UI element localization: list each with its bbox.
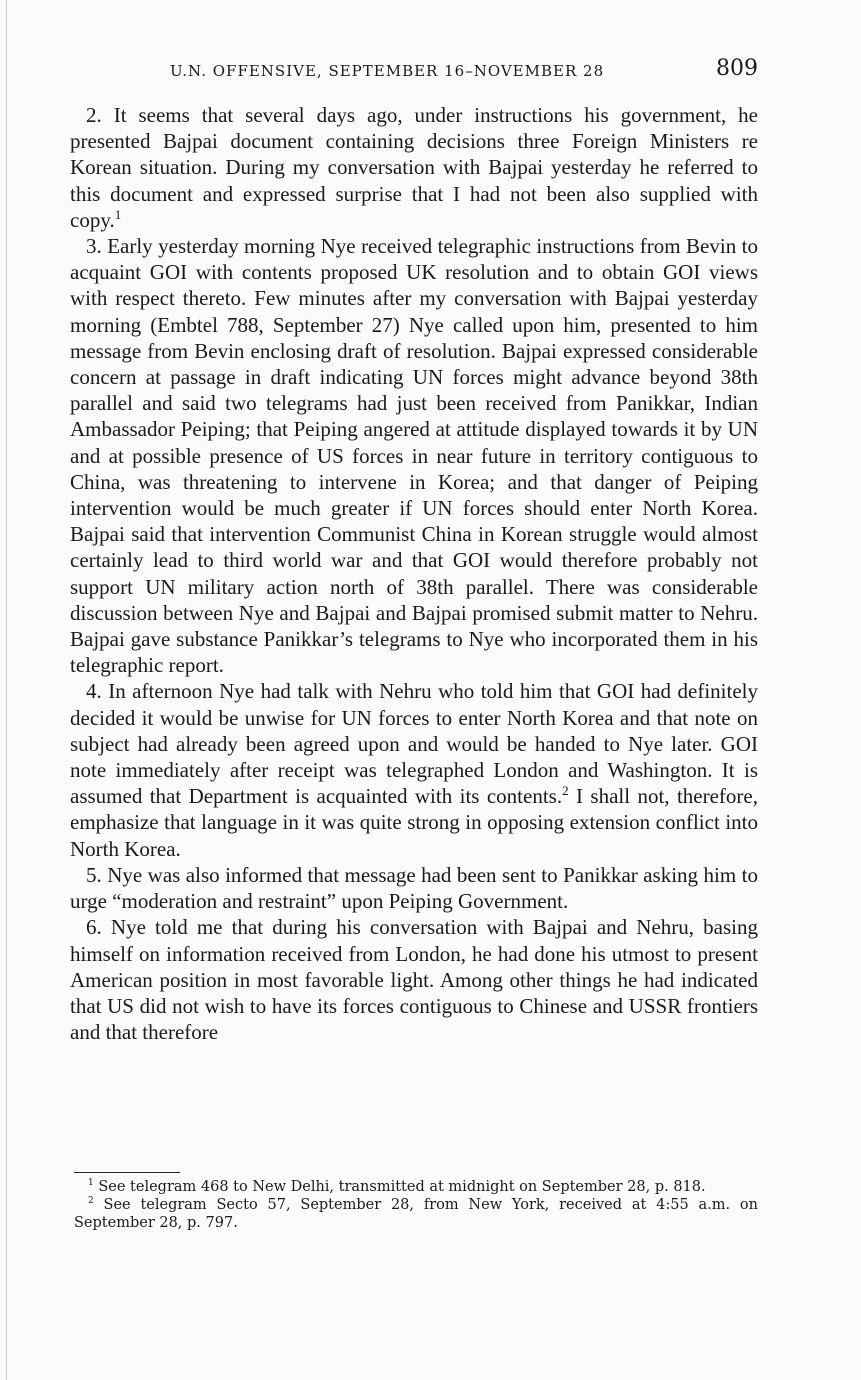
footnote-1 <box>74 1178 758 1196</box>
footnote-ref-1: 1 <box>114 206 122 222</box>
footnotes <box>74 1178 758 1232</box>
footnote-divider <box>74 1172 180 1173</box>
page-edge-rule <box>6 0 7 1380</box>
running-head: U.N. OFFENSIVE, SEPTEMBER 16–NOVEMBER 28 <box>170 62 605 80</box>
paragraph-text: 3. Early yesterday morning Nye received telegraphic instructions from Bevin to acquaint GOI with contents proposed UK resolution and to obtain GOI views with respect thereto. Few minutes after my conversation with Bajpai yesterday morning (Embtel 788, September 27) Nye called upon him, presented to him message from Bevin enclosing draft of resolution. Bajpai expressed considerable concern at passage in draft indicating UN forces might advance beyond 38th parallel and said two telegrams had just been received from Panikkar, Indian Ambassador Peiping; that Peiping angered at attitude displayed towards it by UN and at possible presence of US forces in near future in territory contiguous to China, was threatening to intervene in Korea; and that danger of Peiping intervention would be much greater if UN forces should enter North Korea. Bajpai said that intervention Communist China in Korean struggle would almost certainly lead to third world war and that GOI would therefore probably not support UN military action north of 38th parallel. There was considerable discussion between Nye and Bajpai and Bajpai promised submit matter to Nehru. Bajpai gave substance Panikkar’s telegrams to Nye who incorporated them in his telegraphic report. <box>70 234 758 678</box>
paragraph-text-continued: I shall not, therefore, emphasize that language in it was quite strong in opposing extension conflict into North Korea. <box>70 784 758 861</box>
paragraph-text: 6. Nye told me that during his conversation with Bajpai and Nehru, basing himself on information received from London, he had done his utmost to present American position in most favorable light. Among other things he had indicated that US did not wish to have its forces contiguous to Chinese and USSR frontiers and that therefore <box>70 915 758 1045</box>
body-text <box>70 102 758 1045</box>
page-header <box>70 56 758 88</box>
footnote-text: See telegram 468 to New Delhi, transmitted at midnight on September 28, p. 818. <box>93 1179 706 1195</box>
paragraph-5 <box>70 862 758 914</box>
paragraph-text: 5. Nye was also informed that message had been sent to Panikkar asking him to urge “moderation and restraint” upon Peiping Government. <box>70 862 758 914</box>
footnote-2 <box>74 1196 758 1232</box>
footnote-text: See telegram Secto 57, September 28, from New York, received at 4:55 a.m. on September 28, p. 797. <box>74 1197 758 1231</box>
paragraph-text: 4. In afternoon Nye had talk with Nehru who told him that GOI had definitely decided it would be unwise for UN forces to enter North Korea and that note on subject had already been agreed upon and would be handed to Nye later. GOI note immediately after receipt was telegraphed London and Washington. It is assumed that Department is acquainted with its contents. <box>70 679 758 809</box>
paragraph-4 <box>70 678 758 861</box>
footnote-mark: 1 <box>88 1178 94 1189</box>
paragraph-text: 2. It seems that several days ago, under instructions his government, he presented Bajpai document containing decisions three Foreign Ministers re Korean situation. During my conversation with Bajpai yesterday he referred to this document and expressed surprise that I had not been also supplied with copy. <box>70 103 758 232</box>
page-number: 809 <box>716 56 758 81</box>
footnote-mark: 2 <box>88 1196 94 1207</box>
paragraph-6 <box>70 914 758 1045</box>
paragraph-2 <box>70 102 758 233</box>
paragraph-3 <box>70 233 758 678</box>
footnote-ref-2: 2 <box>562 783 569 799</box>
